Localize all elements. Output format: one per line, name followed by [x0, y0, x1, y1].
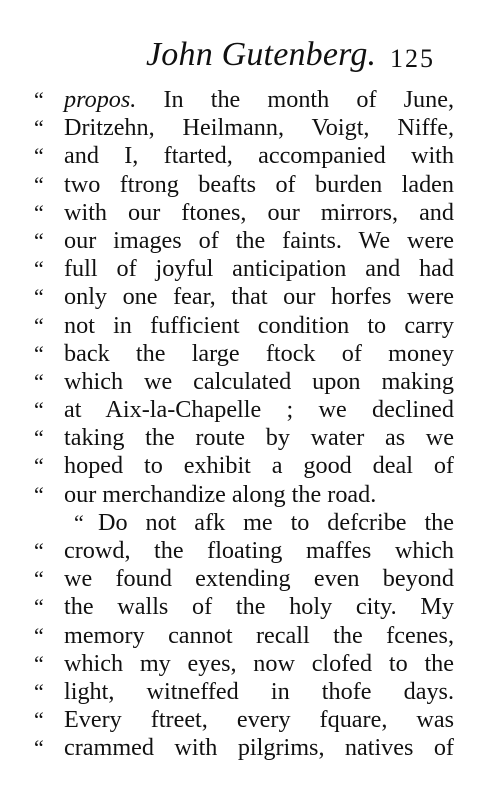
- line-text: memory cannot recall the fcenes,: [64, 621, 454, 649]
- line-text: we found extending even beyond: [64, 565, 454, 593]
- quote-mark: “: [34, 707, 44, 733]
- line-text: light, witneffed in thofe days.: [64, 677, 454, 705]
- line-text: Dritzehn, Heilmann, Voigt, Niffe,: [64, 114, 454, 142]
- line-text: Do not afk me to defcribe the: [98, 508, 454, 536]
- quote-mark: “: [34, 199, 44, 225]
- text-line: [34, 396, 454, 424]
- line-text: our images of the faints. We were: [64, 226, 454, 254]
- quote-mark: “: [34, 143, 44, 169]
- quote-mark: “: [34, 678, 44, 704]
- quote-mark: “: [34, 481, 44, 507]
- line-text: and I, ftarted, accompanied with: [64, 142, 454, 170]
- text-line: [34, 199, 454, 227]
- quote-mark: “: [34, 397, 44, 423]
- text-line: [34, 227, 454, 255]
- text-line: [34, 86, 454, 114]
- quote-mark: “: [34, 735, 44, 761]
- text-line: [34, 481, 454, 509]
- running-title: John Gutenberg.: [146, 36, 377, 73]
- line-text-italic: propos.: [64, 86, 137, 113]
- line-text: with our ftones, our mirrors, and: [64, 198, 454, 226]
- text-line: [34, 650, 454, 678]
- body-text: [34, 86, 454, 763]
- line-text: In the month of June,: [136, 86, 454, 113]
- text-line: [34, 142, 454, 170]
- quote-mark: “: [34, 425, 44, 451]
- line-text: not in fufficient condition to carry: [64, 311, 454, 339]
- page-number: 125: [390, 44, 435, 73]
- quote-mark: “: [34, 538, 44, 563]
- quote-mark: “: [34, 256, 44, 282]
- line-text: hoped to exhibit a good deal of: [64, 452, 454, 480]
- line-text: at Aix-la-Chapelle ; we declined: [64, 396, 454, 424]
- quote-mark: “: [34, 284, 44, 310]
- text-line: [34, 452, 454, 480]
- text-line: [34, 622, 454, 650]
- line-text: which we calculated upon making: [64, 367, 454, 395]
- line-text: crammed with pilgrims, natives of: [64, 734, 454, 762]
- quote-mark: “: [34, 566, 44, 592]
- text-line: [34, 255, 454, 283]
- text-line: [34, 706, 454, 734]
- line-text: full of joyful anticipation and had: [64, 255, 454, 283]
- line-text: only one fear, that our horfes were: [64, 283, 454, 311]
- text-line: [34, 734, 454, 762]
- line-text: the walls of the holy city. My: [64, 593, 454, 621]
- text-line: [34, 424, 454, 452]
- text-line: [34, 368, 454, 396]
- text-line: [34, 283, 454, 311]
- text-line: [34, 114, 454, 142]
- quote-mark: “: [34, 340, 44, 366]
- quote-mark: “: [34, 87, 44, 112]
- quote-mark: “: [34, 594, 44, 620]
- quote-mark: “: [34, 227, 44, 253]
- quote-mark: “: [34, 622, 44, 648]
- quote-mark: “: [34, 453, 44, 479]
- line-text: crowd, the floating maffes which: [64, 537, 454, 564]
- line-text: which my eyes, now clofed to the: [64, 649, 454, 677]
- quote-mark: “: [34, 312, 44, 338]
- line-text: our merchandize along the road.: [64, 480, 377, 508]
- quote-mark: “: [34, 115, 44, 141]
- text-line: [34, 509, 454, 537]
- quote-mark: “: [74, 509, 84, 535]
- text-line: [34, 565, 454, 593]
- line-text: two ftrong beafts of burden laden: [64, 170, 454, 198]
- text-line: [34, 537, 454, 565]
- text-line: [34, 678, 454, 706]
- quote-mark: “: [34, 368, 44, 394]
- text-line: [34, 593, 454, 621]
- text-line: [34, 171, 454, 199]
- line-text: Every ftreet, every fquare, was: [64, 706, 454, 734]
- line-text: back the large ftock of money: [64, 339, 454, 367]
- page-header: [0, 36, 492, 76]
- line-text: taking the route by water as we: [64, 424, 454, 452]
- quote-mark: “: [34, 650, 44, 676]
- text-line: [34, 340, 454, 368]
- text-line: [34, 312, 454, 340]
- quote-mark: “: [34, 171, 44, 197]
